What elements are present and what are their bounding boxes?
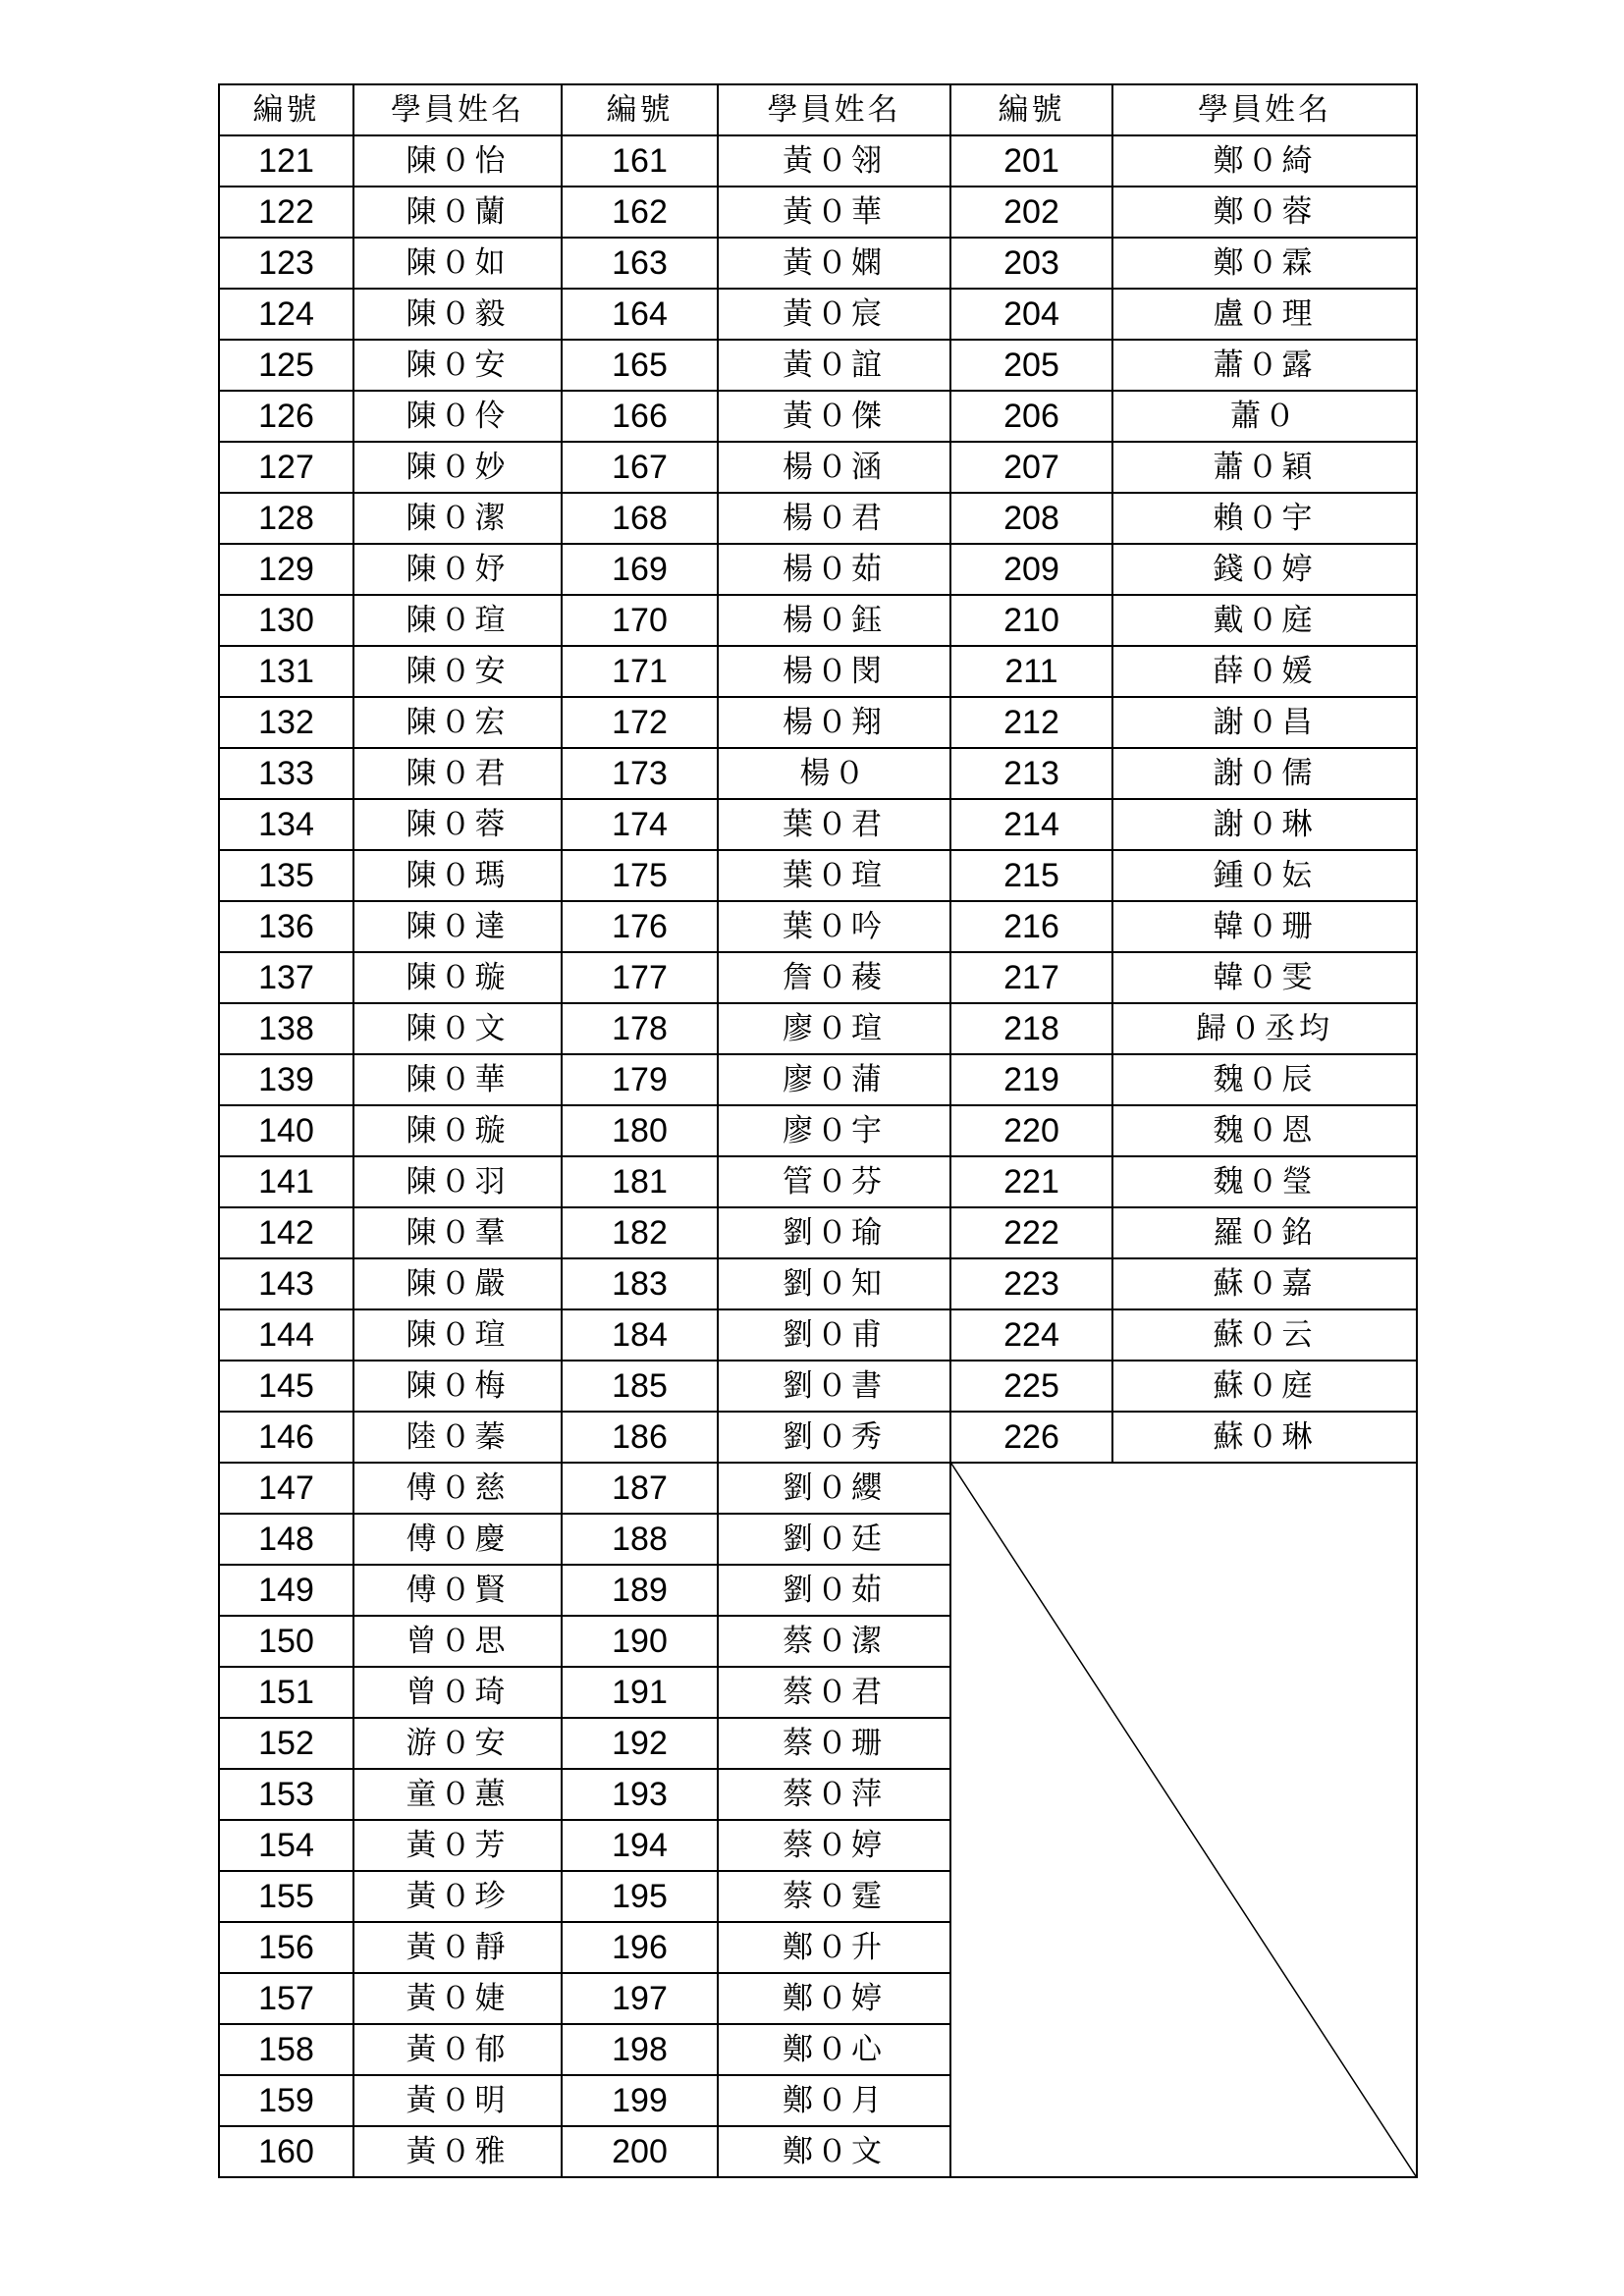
student-name: 謝０琳 [1112,799,1417,850]
student-number: 171 [562,646,718,697]
student-name: 鄭０心 [718,2024,950,2075]
student-name: 蔡０婷 [718,1820,950,1871]
header-number-1: 編號 [219,84,353,135]
student-number: 217 [950,952,1112,1003]
student-number: 212 [950,697,1112,748]
table-row [219,1361,1417,1412]
student-name: 陳０文 [353,1003,562,1054]
table-row [219,1003,1417,1054]
header-student-name-2: 學員姓名 [718,84,950,135]
student-name: 蘇０庭 [1112,1361,1417,1412]
student-number: 197 [562,1973,718,2024]
student-name: 劉０茹 [718,1565,950,1616]
student-name: 魏０瑩 [1112,1156,1417,1207]
student-name: 薛０媛 [1112,646,1417,697]
student-name: 葉０吟 [718,901,950,952]
student-number: 163 [562,238,718,289]
diagonal-strike-line [951,1464,1416,2176]
student-name: 楊０閔 [718,646,950,697]
student-number: 130 [219,595,353,646]
student-name: 魏０恩 [1112,1105,1417,1156]
table-row [219,1463,1417,1514]
table-row [219,340,1417,391]
student-name: 黃０明 [353,2075,562,2126]
student-name: 鄭０婷 [718,1973,950,2024]
student-name: 劉０秀 [718,1412,950,1463]
student-number: 131 [219,646,353,697]
table-row [219,442,1417,493]
student-roster-table [218,83,1418,2178]
student-number: 145 [219,1361,353,1412]
student-number: 183 [562,1258,718,1309]
table-row [219,697,1417,748]
student-name: 劉０纓 [718,1463,950,1514]
student-number: 213 [950,748,1112,799]
student-name: 羅０銘 [1112,1207,1417,1258]
header-student-name-1: 學員姓名 [353,84,562,135]
table-row [219,1309,1417,1361]
empty-cells-crossed-out [950,1463,1417,2177]
student-number: 166 [562,391,718,442]
student-name: 陳０蓉 [353,799,562,850]
student-name: 陳０璇 [353,952,562,1003]
student-name: 陳０伶 [353,391,562,442]
table-row [219,1207,1417,1258]
student-name: 劉０知 [718,1258,950,1309]
student-name: 黃０婕 [353,1973,562,2024]
student-name: 黃０嫻 [718,238,950,289]
student-number: 149 [219,1565,353,1616]
student-name: 賴０宇 [1112,493,1417,544]
student-number: 129 [219,544,353,595]
student-number: 219 [950,1054,1112,1105]
student-name: 黃０芳 [353,1820,562,1871]
student-name: 葉０君 [718,799,950,850]
student-number: 209 [950,544,1112,595]
student-name: 陳０安 [353,340,562,391]
student-number: 179 [562,1054,718,1105]
student-number: 132 [219,697,353,748]
table-row [219,1054,1417,1105]
table-row [219,850,1417,901]
student-name: 劉０書 [718,1361,950,1412]
student-number: 221 [950,1156,1112,1207]
student-number: 186 [562,1412,718,1463]
table-row [219,1105,1417,1156]
student-number: 176 [562,901,718,952]
student-number: 199 [562,2075,718,2126]
student-name: 黃０翎 [718,135,950,187]
student-name: 黃０華 [718,187,950,238]
student-number: 148 [219,1514,353,1565]
student-name: 陳０怡 [353,135,562,187]
student-number: 135 [219,850,353,901]
student-name: 陳０如 [353,238,562,289]
student-name: 蕭０ [1112,391,1417,442]
student-name: 蘇０琳 [1112,1412,1417,1463]
student-number: 173 [562,748,718,799]
student-number: 195 [562,1871,718,1922]
student-name: 詹０薐 [718,952,950,1003]
student-name: 蘇０云 [1112,1309,1417,1361]
header-row [219,84,1417,135]
student-name: 鄭０蓉 [1112,187,1417,238]
student-number: 215 [950,850,1112,901]
student-name: 蕭０穎 [1112,442,1417,493]
student-name: 劉０廷 [718,1514,950,1565]
table-row [219,187,1417,238]
student-name: 黃０誼 [718,340,950,391]
student-number: 154 [219,1820,353,1871]
student-number: 124 [219,289,353,340]
student-number: 147 [219,1463,353,1514]
student-number: 210 [950,595,1112,646]
student-number: 224 [950,1309,1112,1361]
student-name: 錢０婷 [1112,544,1417,595]
student-number: 153 [219,1769,353,1820]
student-number: 161 [562,135,718,187]
student-number: 137 [219,952,353,1003]
student-name: 鄭０霖 [1112,238,1417,289]
student-number: 177 [562,952,718,1003]
student-number: 175 [562,850,718,901]
table-row [219,646,1417,697]
student-name: 陳０毅 [353,289,562,340]
student-number: 187 [562,1463,718,1514]
student-name: 蕭０露 [1112,340,1417,391]
student-number: 165 [562,340,718,391]
student-number: 164 [562,289,718,340]
table-row [219,952,1417,1003]
student-number: 139 [219,1054,353,1105]
student-name: 陳０君 [353,748,562,799]
student-name: 陳０梅 [353,1361,562,1412]
table-row [219,289,1417,340]
student-name: 謝０儒 [1112,748,1417,799]
student-number: 198 [562,2024,718,2075]
student-number: 207 [950,442,1112,493]
student-number: 150 [219,1616,353,1667]
student-number: 140 [219,1105,353,1156]
table-row [219,544,1417,595]
student-name: 韓０雯 [1112,952,1417,1003]
roster-body [219,135,1417,2177]
student-number: 155 [219,1871,353,1922]
student-number: 126 [219,391,353,442]
student-number: 134 [219,799,353,850]
student-number: 138 [219,1003,353,1054]
table-row [219,493,1417,544]
student-number: 185 [562,1361,718,1412]
student-number: 168 [562,493,718,544]
table-row [219,391,1417,442]
student-number: 184 [562,1309,718,1361]
student-name: 鄭０月 [718,2075,950,2126]
student-number: 152 [219,1718,353,1769]
student-number: 208 [950,493,1112,544]
student-name: 蔡０潔 [718,1616,950,1667]
student-name: 楊０茹 [718,544,950,595]
student-number: 141 [219,1156,353,1207]
student-name: 蔡０君 [718,1667,950,1718]
student-name: 謝０昌 [1112,697,1417,748]
student-name: 陳０達 [353,901,562,952]
student-name: 曾０琦 [353,1667,562,1718]
student-number: 162 [562,187,718,238]
table-row [219,901,1417,952]
student-number: 142 [219,1207,353,1258]
student-number: 144 [219,1309,353,1361]
student-number: 178 [562,1003,718,1054]
student-name: 鄭０文 [718,2126,950,2177]
student-name: 鄭０升 [718,1922,950,1973]
student-name: 傅０慈 [353,1463,562,1514]
student-number: 121 [219,135,353,187]
student-name: 韓０珊 [1112,901,1417,952]
student-number: 181 [562,1156,718,1207]
student-name: 管０芬 [718,1156,950,1207]
student-name: 魏０辰 [1112,1054,1417,1105]
student-number: 172 [562,697,718,748]
student-name: 陳０宏 [353,697,562,748]
student-number: 193 [562,1769,718,1820]
student-number: 156 [219,1922,353,1973]
student-number: 223 [950,1258,1112,1309]
student-number: 167 [562,442,718,493]
student-name: 童０蕙 [353,1769,562,1820]
student-number: 206 [950,391,1112,442]
student-name: 楊０翔 [718,697,950,748]
table-row [219,748,1417,799]
student-name: 陳０華 [353,1054,562,1105]
student-number: 146 [219,1412,353,1463]
student-name: 鄭０綺 [1112,135,1417,187]
student-name: 陳０羣 [353,1207,562,1258]
student-name: 陳０瑄 [353,595,562,646]
student-name: 黃０宸 [718,289,950,340]
student-name: 蘇０嘉 [1112,1258,1417,1309]
student-name: 黃０郁 [353,2024,562,2075]
student-name: 黃０珍 [353,1871,562,1922]
student-name: 陳０潔 [353,493,562,544]
student-number: 214 [950,799,1112,850]
student-number: 136 [219,901,353,952]
student-number: 174 [562,799,718,850]
table-row [219,238,1417,289]
table-row [219,1412,1417,1463]
student-number: 169 [562,544,718,595]
student-number: 202 [950,187,1112,238]
student-name: 蔡０萍 [718,1769,950,1820]
student-number: 200 [562,2126,718,2177]
student-name: 鍾０妘 [1112,850,1417,901]
student-name: 戴０庭 [1112,595,1417,646]
student-name: 黃０雅 [353,2126,562,2177]
student-name: 陳０瑄 [353,1309,562,1361]
student-name: 葉０瑄 [718,850,950,901]
student-number: 159 [219,2075,353,2126]
student-name: 廖０蒲 [718,1054,950,1105]
student-name: 蔡０珊 [718,1718,950,1769]
student-number: 158 [219,2024,353,2075]
student-name: 陳０嚴 [353,1258,562,1309]
student-number: 125 [219,340,353,391]
student-number: 196 [562,1922,718,1973]
table-row [219,799,1417,850]
header-student-name-3: 學員姓名 [1112,84,1417,135]
student-number: 190 [562,1616,718,1667]
student-name: 劉０瑜 [718,1207,950,1258]
table-row [219,1258,1417,1309]
student-name: 傅０賢 [353,1565,562,1616]
student-number: 204 [950,289,1112,340]
student-number: 192 [562,1718,718,1769]
student-number: 201 [950,135,1112,187]
student-name: 傅０慶 [353,1514,562,1565]
student-number: 123 [219,238,353,289]
student-number: 222 [950,1207,1112,1258]
student-number: 220 [950,1105,1112,1156]
student-name: 陳０瑪 [353,850,562,901]
student-number: 226 [950,1412,1112,1463]
student-name: 陳０安 [353,646,562,697]
student-name: 楊０ [718,748,950,799]
student-number: 191 [562,1667,718,1718]
student-number: 218 [950,1003,1112,1054]
table-row [219,595,1417,646]
header-number-2: 編號 [562,84,718,135]
student-name: 楊０君 [718,493,950,544]
student-number: 170 [562,595,718,646]
header-number-3: 編號 [950,84,1112,135]
student-number: 180 [562,1105,718,1156]
student-name: 廖０宇 [718,1105,950,1156]
student-name: 陳０羽 [353,1156,562,1207]
student-number: 188 [562,1514,718,1565]
student-name: 廖０瑄 [718,1003,950,1054]
student-number: 205 [950,340,1112,391]
student-number: 203 [950,238,1112,289]
table-row [219,1156,1417,1207]
student-number: 189 [562,1565,718,1616]
student-name: 陳０妤 [353,544,562,595]
student-name: 黃０靜 [353,1922,562,1973]
student-name: 游０安 [353,1718,562,1769]
student-name: 曾０思 [353,1616,562,1667]
student-name: 陳０妙 [353,442,562,493]
student-name: 盧０理 [1112,289,1417,340]
student-name: 歸０丞均 [1112,1003,1417,1054]
student-number: 133 [219,748,353,799]
student-name: 楊０鈺 [718,595,950,646]
student-number: 143 [219,1258,353,1309]
student-name: 楊０涵 [718,442,950,493]
student-number: 216 [950,901,1112,952]
student-number: 157 [219,1973,353,2024]
student-name: 劉０甫 [718,1309,950,1361]
student-name: 陳０璇 [353,1105,562,1156]
student-number: 122 [219,187,353,238]
student-name: 陳０蘭 [353,187,562,238]
student-number: 194 [562,1820,718,1871]
student-number: 151 [219,1667,353,1718]
student-number: 127 [219,442,353,493]
student-number: 160 [219,2126,353,2177]
student-name: 蔡０霆 [718,1871,950,1922]
table-row [219,135,1417,187]
student-number: 128 [219,493,353,544]
student-name: 黃０傑 [718,391,950,442]
student-number: 182 [562,1207,718,1258]
student-name: 陸０蓁 [353,1412,562,1463]
student-number: 225 [950,1361,1112,1412]
student-number: 211 [950,646,1112,697]
